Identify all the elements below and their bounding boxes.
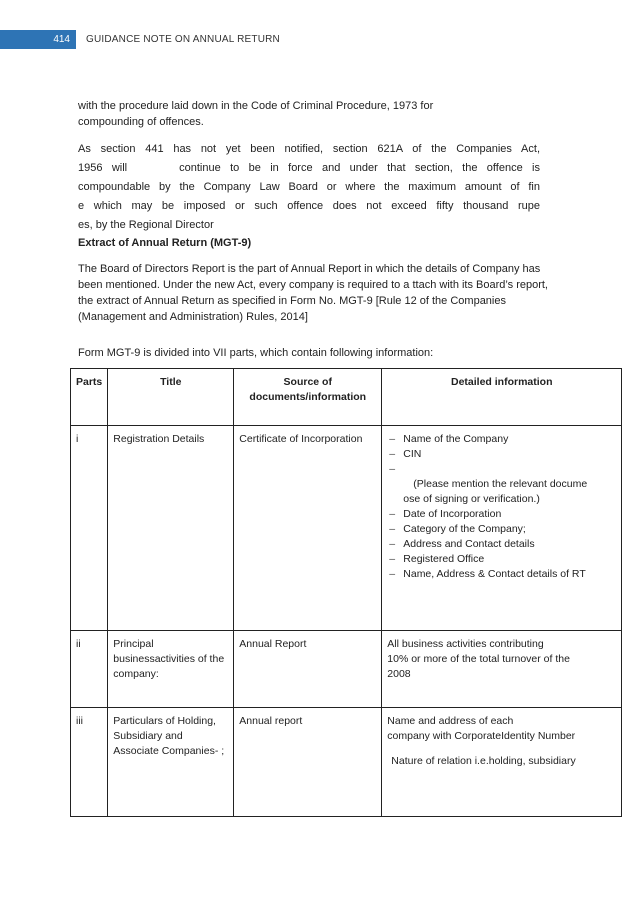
- paragraph-board-report: The Board of Directors Report is the part of Annual Report in which the details of Company has been mentioned. Under the new Act, every company is required to a ttach with its Board’s report, the extract of Annual Return as specified in Form No. MGT-9 [Rule 12 of the Companies (Management and Administration) Rules, 2014]: [78, 263, 548, 323]
- detail-line: Name and address of each: [387, 715, 514, 727]
- list-item: – Category of the Company;: [387, 522, 616, 537]
- paragraph-line: compoundable by the Company Law Board or where the maximum amount of fin: [78, 181, 540, 193]
- table-row: [71, 631, 622, 708]
- cell-title: Particulars of Holding, Subsidiary and Associate Companies- ;: [108, 708, 234, 817]
- page-number: 414: [0, 30, 76, 49]
- page-header: [0, 30, 638, 49]
- list-item: – Date of Incorporation: [387, 507, 616, 522]
- list-item: – CIN: [387, 447, 616, 462]
- cell-source: Certificate of Incorporation: [234, 426, 382, 631]
- list-item: – Name of the Company: [387, 432, 616, 447]
- column-header-parts: Parts: [71, 369, 108, 426]
- cell-part: ii: [71, 631, 108, 708]
- mgt9-parts-table: [70, 368, 622, 817]
- cell-details: [382, 708, 622, 817]
- paragraph-mgt9-parts: Form MGT-9 is divided into VII parts, which contain following information:: [78, 347, 434, 359]
- list-item: (Please mention the relevant docume: [413, 478, 588, 490]
- detail-line: 2008: [387, 668, 411, 680]
- paragraph-line: es, by the Regional Director: [78, 219, 214, 231]
- column-header-source: Source of documents/information: [234, 369, 382, 426]
- paragraph-compounding: with the procedure laid down in the Code of Criminal Procedure, 1973 for compounding of offences.: [78, 100, 434, 128]
- cell-source: Annual Report: [234, 631, 382, 708]
- cell-title: Registration Details: [108, 426, 234, 631]
- paragraph-line-start: 1956 will: [78, 162, 128, 174]
- detail-line: 10% or more of the total turnover of the: [387, 653, 570, 665]
- detail-line: Nature of relation i.e.holding, subsidiary: [391, 755, 576, 767]
- running-header-title: GUIDANCE NOTE ON ANNUAL RETURN: [86, 34, 280, 45]
- list-item: – Registered Office: [387, 552, 616, 567]
- column-header-details: Detailed information: [382, 369, 622, 426]
- paragraph-section-441: [78, 140, 540, 235]
- cell-part: i: [71, 426, 108, 631]
- paragraph-line: e which may be imposed or such offence does not exceed fifty thousand rupe: [78, 200, 540, 212]
- table-row: [71, 708, 622, 817]
- cell-details: [382, 426, 622, 631]
- list-item: – Name, Address & Contact details of RT: [387, 567, 616, 582]
- cell-part: iii: [71, 708, 108, 817]
- cell-details: [382, 631, 622, 708]
- paragraph-line: [78, 159, 540, 178]
- column-header-title: Title: [108, 369, 234, 426]
- list-item: – Address and Contact details: [387, 537, 616, 552]
- table-row: [71, 426, 622, 631]
- paragraph-line-rest: continue to be in force and under that section, the offence is: [179, 162, 540, 174]
- cell-title: Principal businessactivities of the company:: [108, 631, 234, 708]
- detail-line: company with CorporateIdentity Number: [387, 730, 576, 742]
- table-header-row: [71, 369, 622, 426]
- list-item: [387, 462, 616, 477]
- paragraph-line: As section 441 has not yet been notified, section 621A of the Companies Act,: [78, 143, 540, 155]
- list-item: ose of signing or verification.): [403, 493, 540, 505]
- cell-source: Annual report: [234, 708, 382, 817]
- detail-line: All business activities contributing: [387, 638, 544, 650]
- section-heading: Extract of Annual Return (MGT-9): [78, 237, 252, 249]
